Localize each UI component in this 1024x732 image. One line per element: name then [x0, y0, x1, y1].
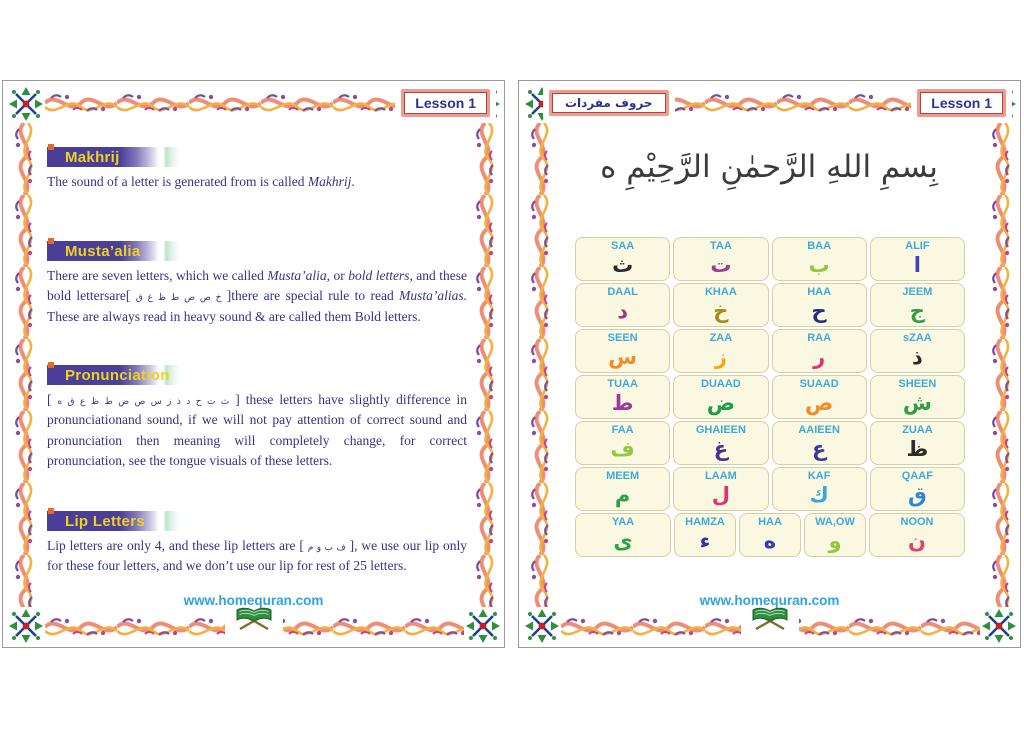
corner-ornament-icon [524, 608, 560, 644]
letter-glyph: ع [811, 437, 827, 461]
lesson-badge-label: Lesson 1 [404, 92, 487, 114]
section-heading-bar [47, 365, 187, 385]
letter-card [739, 513, 801, 557]
quran-book-container [225, 605, 283, 639]
letter-card [869, 513, 965, 557]
letter-name: KHAA [704, 286, 737, 298]
letter-name: HAA [758, 516, 782, 528]
letter-card [575, 329, 670, 373]
text-segment: ] these letters have slightly difference in pronunciationand sound, if we will not pay attention of correct sound and pronunciation then meaning will completely change, for correct pronunciation, see the tongue visuals of these letters. [47, 392, 467, 468]
text-segment: Lip letters are only 4, and these lip letters are [ [47, 538, 308, 553]
letter-card [870, 329, 965, 373]
text-segment: ], we use our lip only for these four letters, and we don’t use our lip for rest of 25 letters. [47, 538, 467, 574]
letter-glyph: و [828, 529, 842, 553]
letter-name: NOON [900, 516, 934, 528]
letter-card [772, 467, 867, 511]
letter-card [673, 237, 768, 281]
letter-card [575, 283, 670, 327]
alphabet-row [575, 421, 965, 465]
letter-glyph: ط [611, 391, 634, 415]
corner-ornament-icon [8, 86, 44, 122]
section-paragraph [47, 390, 467, 471]
letter-glyph: ص [805, 391, 834, 415]
letter-glyph: ه [763, 529, 777, 553]
letter-card [870, 237, 965, 281]
quran-book-container [741, 605, 799, 639]
text-segment: The sound of a letter is generated from is called [47, 174, 308, 189]
letter-card [870, 375, 965, 419]
letter-glyph: ش [902, 391, 932, 415]
letter-name: DUAAD [701, 378, 741, 390]
section-pronunciation [47, 365, 467, 471]
letter-name: GHAIEEN [695, 424, 746, 436]
left-page [2, 80, 505, 648]
letter-glyph: غ [713, 437, 729, 461]
letter-card [575, 513, 671, 557]
letter-name: SAA [611, 240, 635, 252]
letter-card [575, 375, 670, 419]
section-paragraph [47, 536, 467, 577]
letter-name: QAAF [901, 470, 933, 482]
letter-glyph: ل [711, 483, 730, 507]
letter-name: SEEN [607, 332, 638, 344]
letter-card [772, 421, 867, 465]
letter-card [870, 467, 965, 511]
letter-name: TAA [709, 240, 732, 252]
letter-glyph: ق [907, 483, 927, 507]
letter-name: TUAA [607, 378, 638, 390]
text-segment: These are always read in heavy sound & are called them Bold letters. [47, 308, 421, 324]
letter-glyph: ز [714, 345, 727, 369]
letter-name: ZUAA [902, 424, 933, 436]
section-makhrij [47, 147, 467, 192]
letter-glyph: ى [613, 529, 633, 553]
lesson-badge [917, 89, 1006, 117]
website-link[interactable]: www.homequran.com [699, 593, 840, 608]
chapter-title-badge [549, 90, 669, 116]
alphabet-row [575, 329, 965, 373]
section-mustaalia [47, 241, 467, 327]
section-heading-bar [47, 147, 187, 167]
text-segment-italic: bold letters, [348, 268, 413, 283]
letter-glyph: س [608, 345, 638, 369]
letter-card [673, 375, 768, 419]
letter-name: HAA [807, 286, 832, 298]
letter-glyph: ج [909, 299, 925, 323]
text-segment: or [330, 268, 349, 283]
letter-glyph: د [617, 299, 629, 323]
letter-name: KAF [807, 470, 831, 482]
letter-card [575, 467, 670, 511]
alphabet-row [575, 283, 965, 327]
letter-glyph: ب [808, 253, 830, 277]
letter-card [575, 237, 670, 281]
lesson-badge-label: Lesson 1 [920, 92, 1003, 114]
border-pattern-left [11, 123, 37, 607]
letter-name: ALIF [905, 240, 930, 252]
letter-name: MEEM [606, 470, 640, 482]
corner-ornament-icon [981, 608, 1017, 644]
arabic-letters-inline: خ ص ض ط ظ غ ق [135, 293, 222, 304]
letter-name: AAIEEN [798, 424, 840, 436]
letter-card [772, 375, 867, 419]
letter-card [575, 421, 670, 465]
letter-glyph: ت [710, 253, 732, 277]
arabic-letters-inline: ث ت ح د ذ ز س ص ض ط ظ ع ق ه [57, 397, 230, 407]
website-link[interactable]: www.homequran.com [183, 593, 324, 608]
letter-name: sZAA [903, 332, 932, 344]
text-segment: . [351, 174, 355, 189]
quran-book-icon [748, 605, 792, 633]
letter-card [772, 237, 867, 281]
letter-glyph: ا [913, 253, 921, 277]
border-pattern-right [472, 123, 498, 607]
letter-name: ZAA [709, 332, 733, 344]
section-paragraph [47, 266, 467, 327]
letter-name: WA,OW [815, 516, 855, 528]
letter-name: LAAM [704, 470, 737, 482]
letter-card [870, 421, 965, 465]
letter-name: HAMZA [685, 516, 725, 528]
letter-glyph: ك [809, 483, 829, 507]
bismillah-text: بِسمِ اللهِ الرَّحمٰنِ الرَّحِيْمِ ه [600, 149, 938, 185]
letter-card [870, 283, 965, 327]
arabic-letters-inline: ف ب و م [307, 543, 346, 553]
text-segment-italic: Musta’alia, [267, 268, 330, 283]
letter-card [673, 467, 768, 511]
text-segment: There are seven letters, which we called [47, 268, 268, 283]
letter-glyph: م [614, 483, 631, 507]
section-heading: Musta’alia [65, 243, 141, 260]
section-paragraph [47, 172, 467, 192]
border-pattern-right [988, 123, 1014, 607]
alphabet-grid [575, 237, 965, 559]
letter-glyph: ن [908, 529, 926, 553]
text-segment-italic: Makhrij [307, 174, 352, 189]
chapter-title-label: حروف مفردات [552, 93, 666, 113]
letter-glyph: ف [610, 437, 635, 461]
letter-name: FAA [611, 424, 634, 436]
alphabet-row [575, 237, 965, 281]
letter-name: SHEEN [898, 378, 937, 390]
quran-book-icon [232, 605, 276, 633]
letter-card [673, 283, 768, 327]
letter-card [772, 329, 867, 373]
text-segment: and these bold lettersare[ [47, 268, 468, 304]
letter-name: YAA [611, 516, 635, 528]
letter-name: SUAAD [799, 378, 839, 390]
letter-name: RAA [807, 332, 832, 344]
letter-card [804, 513, 866, 557]
text-segment-italic: Musta’alias. [399, 288, 467, 304]
letter-glyph: ث [612, 253, 634, 277]
alphabet-row-last [575, 513, 965, 557]
letter-name: JEEM [902, 286, 933, 298]
section-heading-bar [47, 511, 187, 531]
letter-card [772, 283, 867, 327]
letter-card [674, 513, 736, 557]
section-lip-letters [47, 511, 467, 577]
text-segment: ]there are special rule to read [221, 288, 400, 304]
letter-glyph: ح [811, 299, 827, 323]
letter-glyph: ظ [906, 437, 929, 461]
alphabet-row [575, 375, 965, 419]
right-page [518, 80, 1021, 648]
letter-glyph: خ [713, 299, 729, 323]
letter-name: BAA [807, 240, 832, 252]
corner-ornament-icon [8, 608, 44, 644]
section-heading: Pronunciation [65, 367, 170, 384]
letter-name: DAAL [607, 286, 638, 298]
section-heading: Makhrij [65, 149, 120, 166]
section-heading: Lip Letters [65, 513, 145, 530]
border-pattern-left [527, 123, 553, 607]
text-segment: [ [47, 392, 58, 407]
letter-card [673, 421, 768, 465]
letter-glyph: ذ [911, 345, 923, 369]
lesson-badge [401, 89, 490, 117]
letter-glyph: ر [813, 345, 826, 369]
section-heading-bar [47, 241, 187, 261]
corner-ornament-icon [465, 608, 501, 644]
letter-glyph: ء [699, 529, 711, 553]
letter-card [673, 329, 768, 373]
alphabet-row [575, 467, 965, 511]
letter-glyph: ض [706, 391, 735, 415]
